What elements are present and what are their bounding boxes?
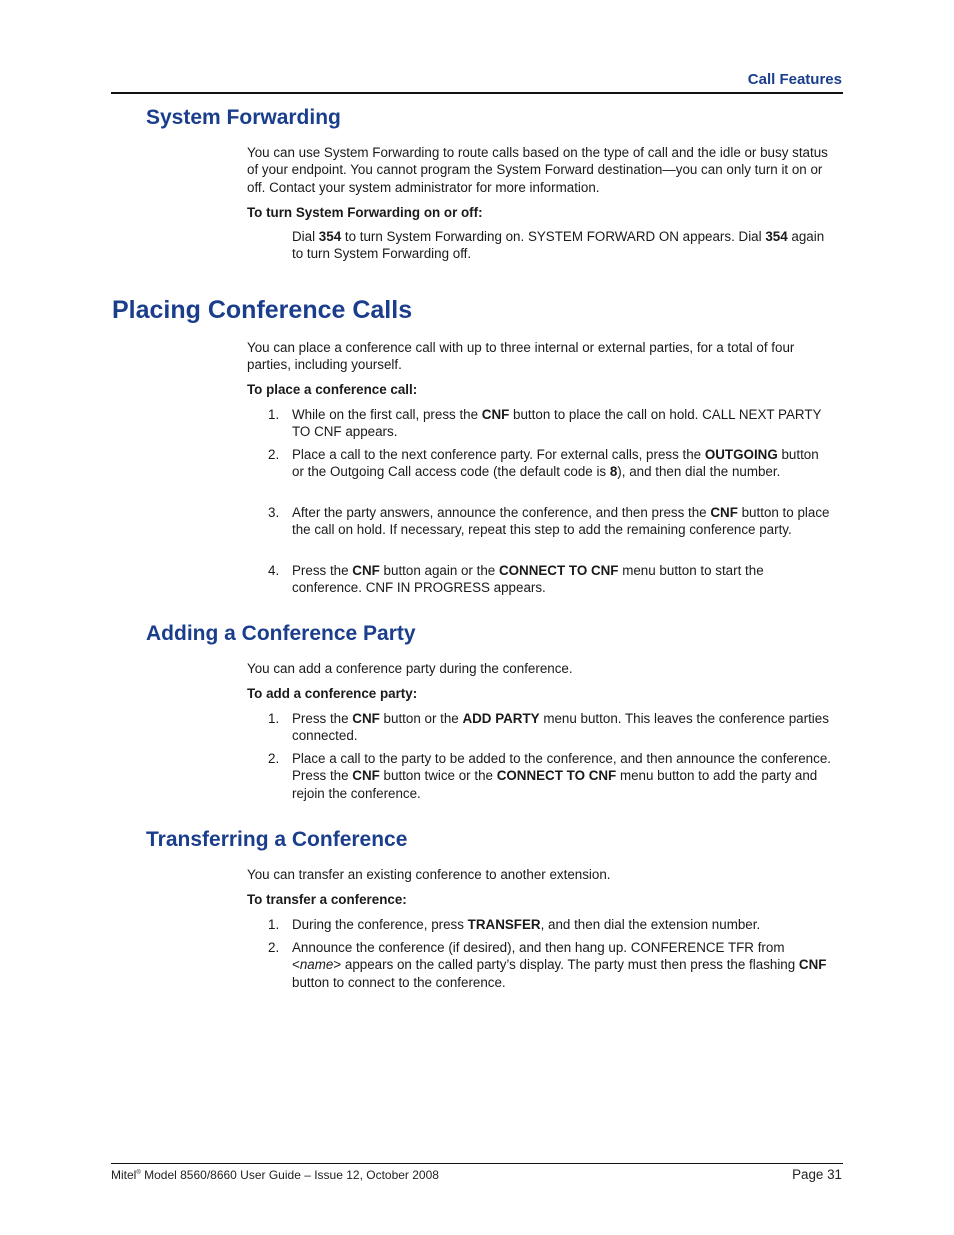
section-title-placing-conference-calls: Placing Conference Calls [112, 296, 413, 324]
placing-intro: You can place a conference call with up to three internal or external parties, for a total of four parties, including yourself. [247, 340, 795, 373]
adding-procedure-heading: To add a conference party: [247, 686, 418, 701]
system-forwarding-procedure-heading: To turn System Forwarding on or off: [247, 205, 483, 220]
footer-page-number: Page 31 [792, 1167, 842, 1182]
transferring-procedure-heading: To transfer a conference: [247, 892, 407, 907]
transferring-intro: You can transfer an existing conference to another extension. [247, 867, 611, 882]
header-rule [111, 92, 843, 94]
placing-procedure-heading: To place a conference call: [247, 382, 418, 397]
footer-rule [111, 1163, 843, 1164]
system-forwarding-instruction: Dial 354 to turn System Forwarding on. SYSTEM FORWARD ON appears. Dial 354 again to turn System Forwarding off. [292, 229, 825, 262]
footer-document-title: Mitel® Model 8560/8660 User Guide – Issue 12, October 2008 [111, 1168, 439, 1182]
section-title-adding-conference-party: Adding a Conference Party [146, 622, 416, 645]
adding-intro: You can add a conference party during the conference. [247, 661, 573, 676]
section-title-transferring-conference: Transferring a Conference [146, 828, 408, 851]
system-forwarding-intro: You can use System Forwarding to route calls based on the type of call and the idle or busy status of your endpoint. You cannot program the System Forward destination—you can only turn it on or off. Contact your system administrator for more information. [247, 145, 828, 195]
section-title-system-forwarding: System Forwarding [146, 106, 341, 129]
header-section-label: Call Features [747, 71, 842, 88]
